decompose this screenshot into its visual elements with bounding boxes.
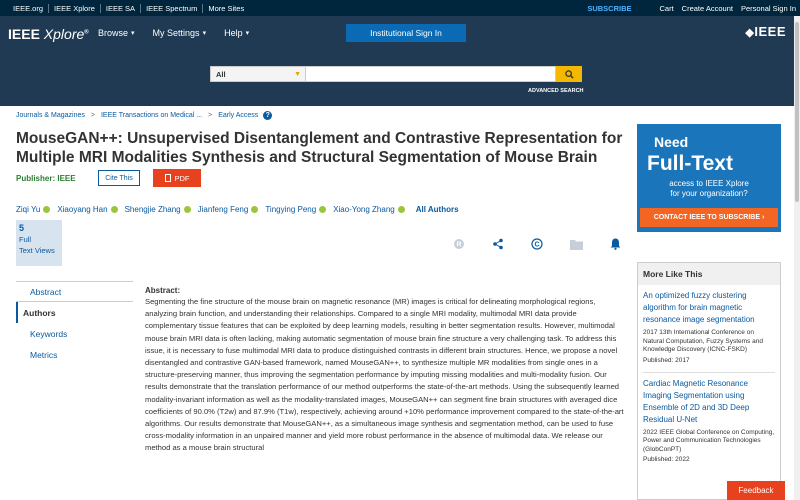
nav-help-label: Help — [224, 28, 243, 38]
related-article-title[interactable]: Cardiac Magnetic Resonance Imaging Segmentation using Ensemble of 2D and 3D Deep Residual U-Net — [643, 378, 750, 424]
account-links — [583, 0, 800, 16]
author-name: Xiao-Yong Zhang — [333, 205, 395, 214]
main-nav — [98, 28, 267, 38]
related-article-venue: 2017 13th International Conference on Natural Computation, Fuzzy Systems and Knowledge Discovery (ICNC-FSKD) — [643, 329, 763, 353]
create-account-link[interactable]: Create Account — [681, 3, 733, 13]
pdf-icon — [165, 174, 171, 182]
nav-my-settings-label: My Settings — [152, 28, 200, 38]
abstract-text: Segmenting the fine structure of the mouse brain on magnetic resonance (MR) images is critical for delineating morphological regions, analyzing brain function, and understanding their relationships. Compared to a single MRI modality, multimodal MRI data provide complementary tissue features that can be exploited by deep learning models, resulting in better segmentation results. However, multimodal mouse brain MRI data is often lacking, making automatic segmentation of mouse brain fine structure a very challenging task. To address this issue, it is necessary to fuse multimodal MRI data to produce distinguished contrasts in different brain structures. Hence, we propose a novel disentangled and contrastive GAN-based framework, named MouseGAN++, to synthesize multiple MR modalities from single ones in a structure-preserving manner, thus improving the segmentation performance by imputing missing modalities and multi-modality fusion. Our results demonstrate that the translation performance of our method outperforms the state-of-the-art methods. Using the subsequently learned modality-invariant information as well as the modality-translated images, MouseGAN++ can segment fine brain structures with averaged dice coefficients of 90.0% (T2w) and 87.9% (T1w), respectively, achieving around +10% performance improvement compared to the state-of-the-art algorithms. Our results demonstrate that MouseGAN++, as a simultaneous image synthesis and segmentation method, can be used to fuse cross-modality information in an unpaired manner and yield more robust performance in the absence of multimodal data. We release our method as a mouse brain structural — [145, 297, 624, 453]
author-link[interactable] — [125, 205, 191, 214]
publisher-label: Publisher: — [16, 174, 56, 183]
link-ieee-org[interactable]: IEEE.org — [8, 4, 49, 13]
ad-subtitle-line-1: access to IEEE Xplore — [669, 179, 749, 188]
ieee-xplore-logo[interactable]: IEEE Xplore® — [8, 26, 89, 42]
related-article-venue: 2022 IEEE Global Conference on Computing, Power and Communication Technologies (GlobConPT) — [643, 428, 775, 453]
publisher — [16, 174, 76, 183]
author-link[interactable] — [198, 205, 259, 214]
author-name: Jianfeng Feng — [197, 205, 249, 214]
cite-this-button[interactable]: Cite This — [98, 170, 140, 186]
nav-my-settings[interactable] — [153, 28, 207, 38]
author-link[interactable] — [333, 205, 405, 214]
help-icon[interactable]: ? — [263, 111, 272, 120]
abstract-heading: Abstract: — [145, 286, 181, 295]
copyright-icon[interactable] — [530, 237, 544, 251]
author-list — [16, 205, 459, 214]
breadcrumb-separator: > — [90, 112, 95, 119]
scrollbar-thumb[interactable] — [795, 22, 799, 202]
chevron-down-icon: ▾ — [245, 30, 250, 37]
metric-label-2: Text Views — [19, 246, 55, 255]
author-name: Tingying Peng — [265, 205, 317, 214]
page-scrollbar[interactable] — [794, 16, 800, 500]
ad-need: Need — [654, 134, 689, 150]
personal-sign-in-link[interactable]: Personal Sign In — [740, 3, 796, 13]
nav-help[interactable] — [224, 28, 249, 38]
orcid-icon[interactable] — [251, 206, 258, 213]
alert-bell-icon[interactable] — [608, 237, 622, 251]
logo-xplore-text: Xplore — [43, 26, 85, 42]
feedback-button[interactable]: Feedback — [727, 481, 785, 500]
related-article-title[interactable]: An optimized fuzzy clustering algorithm for brain magnetic resonance image segmentation — [643, 291, 755, 324]
link-ieee-xplore[interactable]: IEEE Xplore — [49, 4, 101, 13]
search-bar — [210, 66, 582, 82]
svg-text:R: R — [456, 241, 462, 249]
section-nav-metrics[interactable]: Metrics — [30, 349, 58, 360]
orcid-icon[interactable] — [111, 206, 118, 213]
svg-text:C: C — [534, 241, 540, 249]
advanced-search-link[interactable]: ADVANCED SEARCH — [528, 88, 584, 94]
publisher-value: IEEE — [57, 174, 76, 183]
utility-links — [0, 4, 249, 13]
breadcrumb-journal[interactable]: IEEE Transactions on Medical ... — [100, 112, 203, 119]
subscribe-link[interactable]: SUBSCRIBE — [587, 3, 632, 13]
all-authors-link[interactable]: All Authors — [415, 205, 459, 214]
orcid-icon[interactable] — [398, 206, 405, 213]
cart-link[interactable]: Cart — [659, 3, 674, 13]
pdf-button[interactable] — [153, 169, 201, 187]
article-actions — [452, 237, 647, 251]
link-ieee-spectrum[interactable]: IEEE Spectrum — [141, 4, 203, 13]
breadcrumb-separator: > — [208, 112, 213, 119]
search-scope-select[interactable] — [210, 66, 306, 82]
orcid-icon[interactable] — [43, 206, 50, 213]
breadcrumb-journals[interactable]: Journals & Magazines — [16, 112, 85, 119]
metric-count: 5 — [19, 223, 25, 233]
related-article-published: Published: 2017 — [643, 356, 690, 364]
article-title: MouseGAN++: Unsupervised Disentanglement and Contrastive Representation for Multiple MRI Modalities Synthesis and Structural Segmentation of Mouse Brain — [16, 130, 623, 166]
chevron-down-icon: ▾ — [131, 30, 135, 37]
section-nav-keywords[interactable]: Keywords — [30, 328, 68, 339]
link-more-sites[interactable]: More Sites — [208, 3, 245, 13]
search-button[interactable] — [556, 66, 582, 82]
breadcrumb-early-access[interactable]: Early Access — [218, 112, 259, 119]
related-article — [638, 285, 780, 373]
utility-bar — [0, 0, 800, 16]
section-nav — [16, 281, 133, 365]
ieee-brand-logo[interactable] — [745, 24, 786, 39]
ad-subtitle — [637, 179, 781, 199]
pdf-label: PDF — [174, 173, 190, 183]
author-link[interactable] — [265, 205, 326, 214]
contact-ieee-subscribe-button[interactable]: CONTACT IEEE TO SUBSCRIBE › — [640, 208, 778, 227]
breadcrumb — [16, 111, 272, 120]
nav-browse-label: Browse — [98, 28, 129, 38]
more-like-this-panel — [637, 262, 781, 500]
section-nav-abstract[interactable]: Abstract — [16, 281, 133, 302]
share-icon[interactable] — [491, 237, 505, 251]
ieee-brand-text: IEEE — [754, 24, 786, 39]
link-ieee-sa[interactable]: IEEE SA — [101, 4, 141, 13]
full-text-views-metric[interactable] — [16, 220, 62, 266]
site-header — [0, 16, 800, 106]
author-link[interactable] — [16, 205, 50, 214]
search-icon — [565, 70, 574, 79]
metric-label-1: Full — [19, 235, 32, 244]
orcid-icon[interactable] — [184, 206, 191, 213]
folder-icon[interactable] — [569, 237, 583, 251]
chevron-down-icon: ▾ — [202, 30, 207, 37]
related-article-published: Published: 2022 — [643, 456, 690, 463]
caret-down-icon: ▼ — [294, 70, 301, 78]
ad-subtitle-line-2: for your organization? — [670, 189, 748, 198]
rights-permissions-icon[interactable] — [452, 237, 466, 251]
author-name: Shengjie Zhang — [124, 205, 181, 214]
more-like-this-heading: More Like This — [638, 263, 780, 285]
author-name: Xiaoyang Han — [57, 205, 108, 214]
search-scope-value: All — [216, 69, 226, 79]
logo-ieee-text: IEEE — [8, 26, 40, 42]
ad-full-text: Full-Text — [647, 152, 733, 175]
orcid-icon[interactable] — [319, 206, 326, 213]
institutional-sign-in-button[interactable]: Institutional Sign In — [346, 24, 466, 42]
author-link[interactable] — [57, 205, 117, 214]
ieee-diamond-icon: ◆ — [745, 27, 755, 39]
section-nav-authors[interactable]: Authors — [16, 302, 133, 323]
related-article — [638, 373, 780, 464]
nav-browse[interactable] — [98, 28, 135, 38]
author-name: Ziqi Yu — [16, 205, 41, 214]
full-text-ad[interactable] — [637, 124, 781, 232]
search-input[interactable] — [306, 66, 556, 82]
